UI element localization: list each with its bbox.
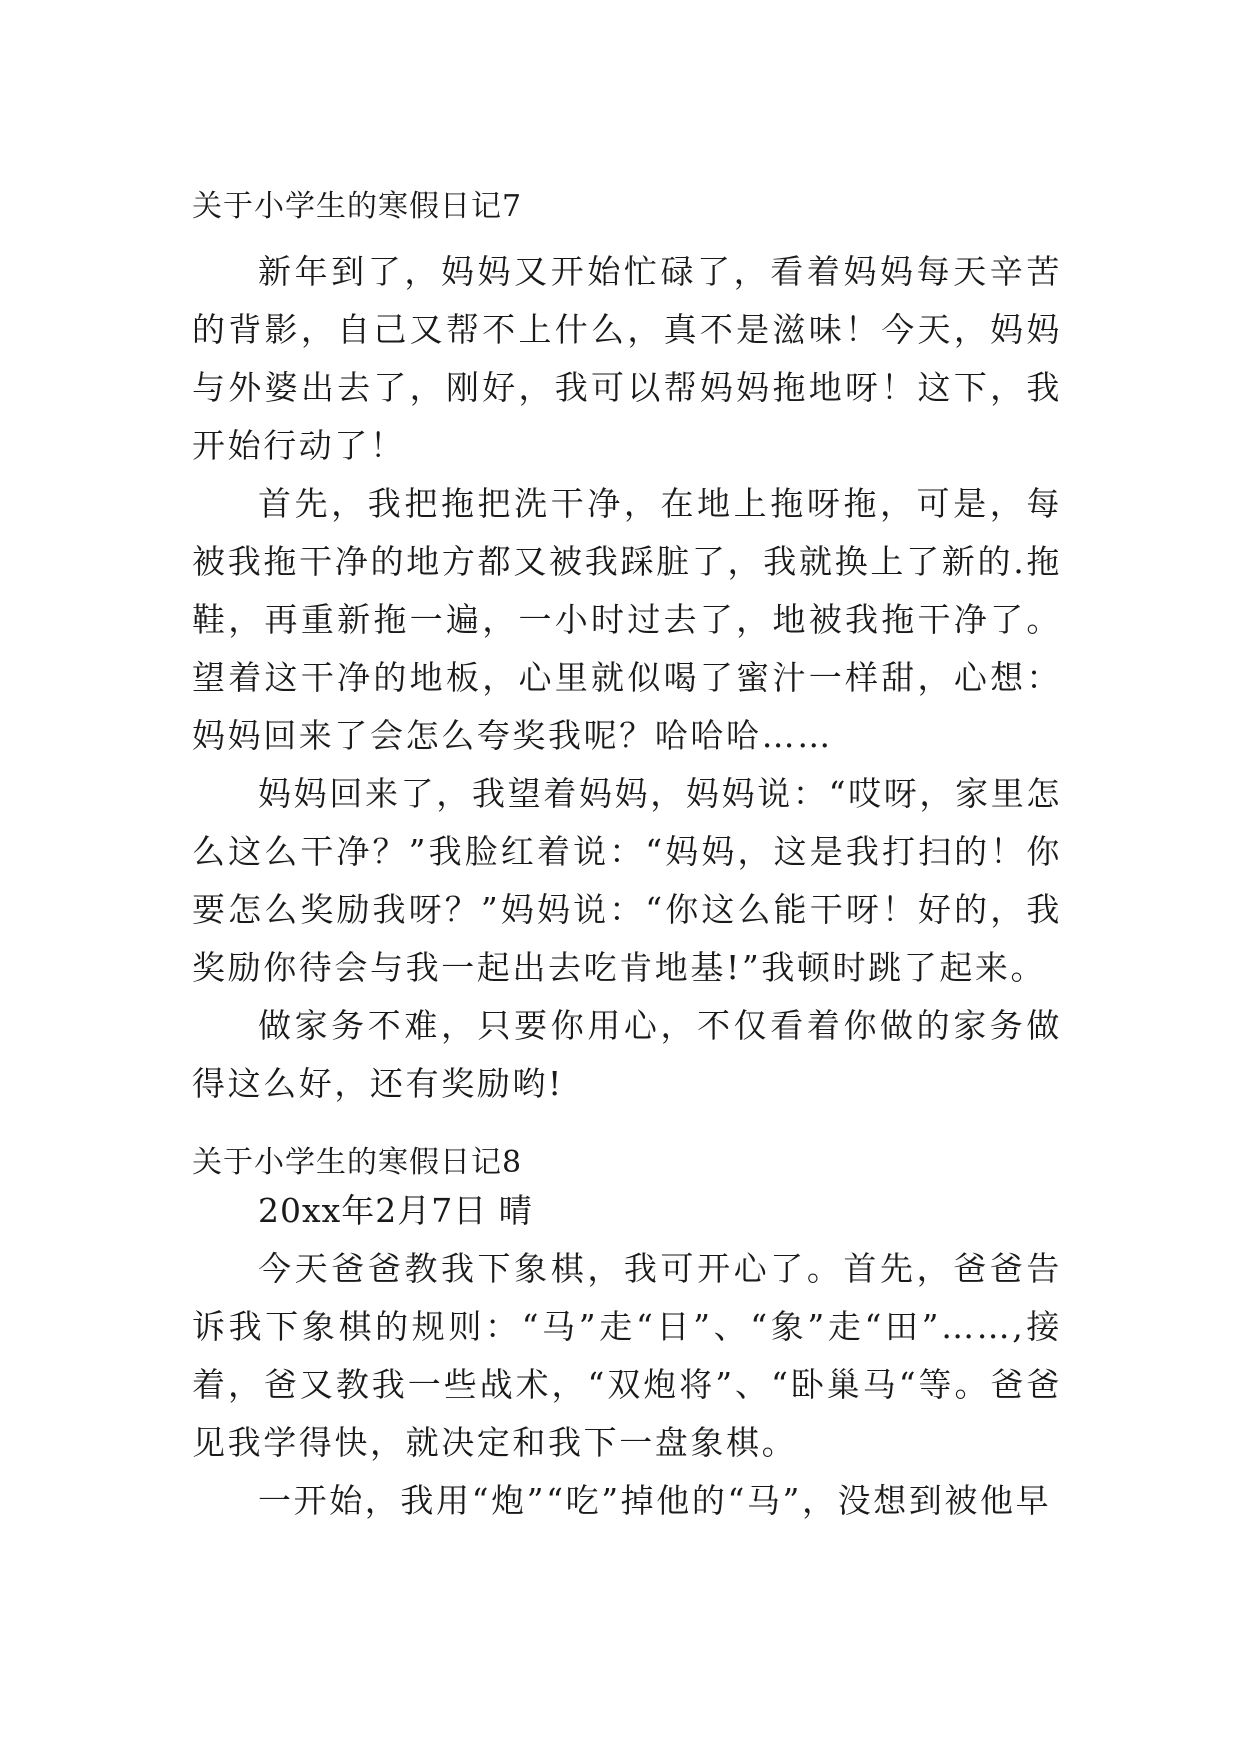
date-weather-line: 20xx年2月7日 晴 — [258, 1191, 533, 1230]
paragraph: 今天爸爸教我下象棋，我可开心了。首先，爸爸告诉我下象棋的规则：“马”走“日”、“象”走“田”……,接着，爸又教我一些战术，“双炮将”、“卧巢马“等。爸爸见我学得快，就决定和我下一盘象棋。 — [192, 1249, 1062, 1462]
paragraph: 妈妈回来了，我望着妈妈，妈妈说：“哎呀，家里怎么这么干净？”我脸红着说：“妈妈，这是我打扫的！你要怎么奖励我呀？”妈妈说：“你这么能干呀！好的，我奖励你待会与我一起出去吃肯地基!”我顿时跳了起来。 — [192, 774, 1062, 987]
paragraph: 首先，我把拖把洗干净，在地上拖呀拖，可是，每被我拖干净的地方都又被我踩脏了，我就换上了新的.拖鞋，再重新拖一遍，一小时过去了，地被我拖干净了。望着这干净的地板，心里就似喝了蜜汁一样甜，心想：妈妈回来了会怎么夸奖我呢？哈哈哈…… — [192, 484, 1062, 755]
paragraph: 新年到了，妈妈又开始忙碌了，看着妈妈每天辛苦的背影，自己又帮不上什么，真不是滋味！今天，妈妈与外婆出去了，刚好，我可以帮妈妈拖地呀！这下，我开始行动了！ — [192, 252, 1062, 465]
diary-entry-8 — [192, 1144, 1062, 1530]
paragraph: 做家务不难，只要你用心，不仅看着你做的家务做得这么好，还有奖励哟! — [192, 1006, 1062, 1103]
entry-title: 关于小学生的寒假日记7 — [192, 189, 523, 224]
paragraph: 一开始，我用“炮”“吃”掉他的“马”，没想到被他早 — [258, 1481, 1052, 1520]
diary-entry-7 — [192, 188, 1062, 1113]
entry-title: 关于小学生的寒假日记8 — [192, 1145, 523, 1180]
